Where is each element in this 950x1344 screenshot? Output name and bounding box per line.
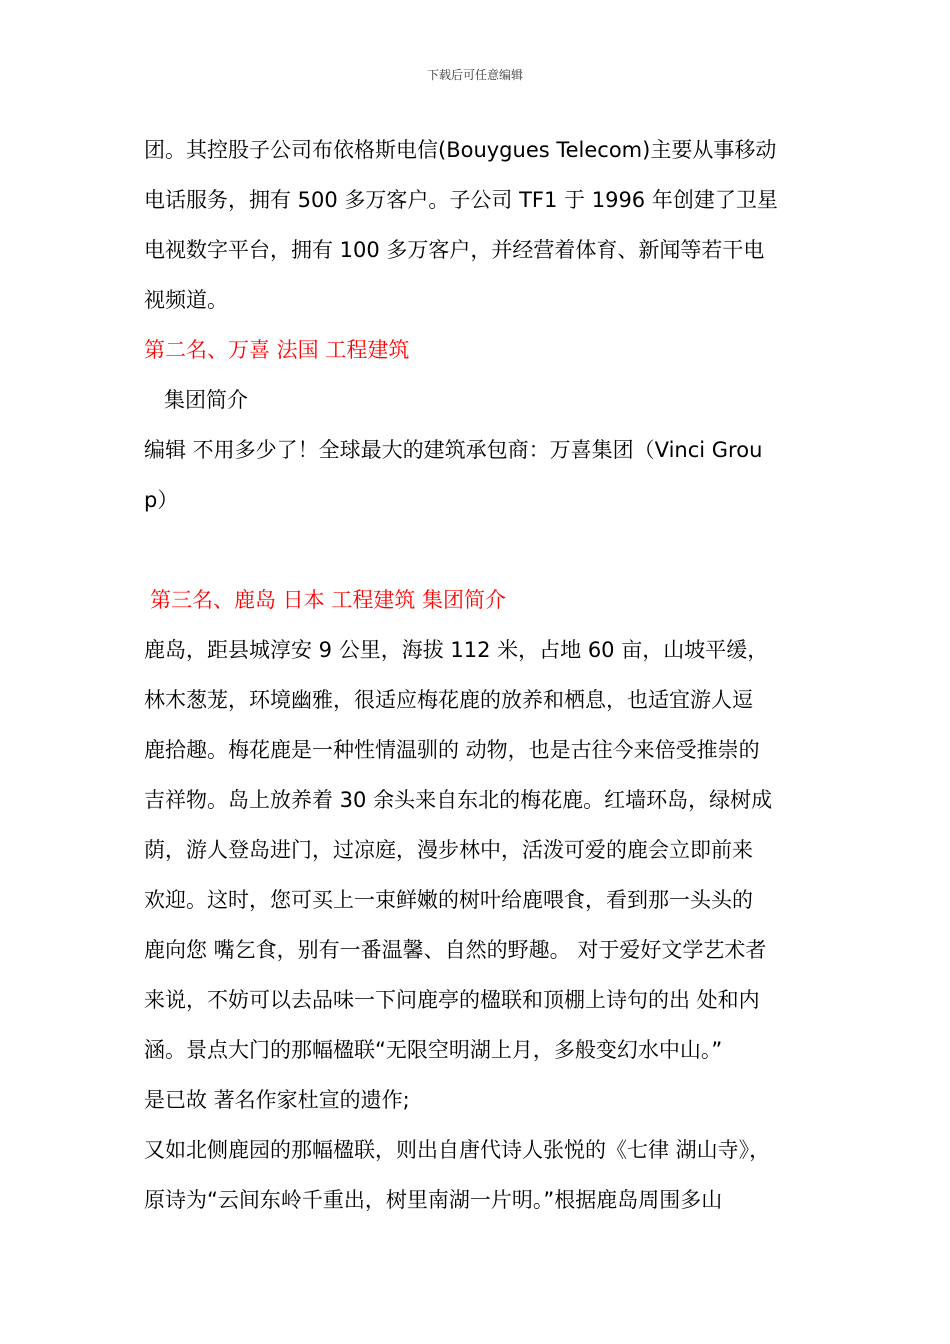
section-3 [144,575,816,1225]
section-2-subheading: 集团简介 [164,388,248,412]
section-3-heading: 第三名、鹿岛 日本 工程建筑 集团简介 [150,588,507,612]
intro-paragraph [144,125,816,325]
section-2 [144,325,816,525]
text-line: 吉祥物。岛上放养着 30 余头来自东北的梅花鹿。红墙环岛，绿树成 [144,788,773,812]
text-line: 鹿拾趣。梅花鹿是一种性情温驯的 动物，也是古往今来倍受推崇的 [144,738,760,762]
text-line: 鹿岛，距县城淳安 9 公里，海拔 112 米，占地 60 亩，山坡平缓， [144,638,769,662]
text-line: 林木葱茏，环境幽雅，很适应梅花鹿的放养和栖息，也适宜游人逗 [144,688,753,712]
text-line: 涵。景点大门的那幅楹联“无限空明湖上月，多般变幻水中山。” [144,1038,723,1062]
text-line: 团。其控股子公司布依格斯电信(Bouygues Telecom)主要从事移动 [144,138,777,162]
text-line: 来说，不妨可以去品味一下问鹿亭的楹联和顶棚上诗句的出 处和内 [144,988,760,1012]
section-2-heading: 第二名、万喜 法国 工程建筑 [144,338,410,362]
text-line: 视频道。 [144,288,228,312]
text-line: 欢迎。这时，您可买上一束鲜嫩的树叶给鹿喂食，看到那一头头的 [144,888,753,912]
text-line: 是已故 著名作家杜宣的遗作; [144,1088,410,1112]
text-line: 又如北侧鹿园的那幅楹联，则出自唐代诗人张悦的《七律 湖山寺》， [144,1138,771,1162]
text-line: 电视数字平台，拥有 100 多万客户，并经营着体育、新闻等若干电 [144,238,765,262]
text-line: 鹿向您 嘴乞食，别有一番温馨、自然的野趣。 对于爱好文学艺术者 [144,938,767,962]
text-line: 荫，游人登岛进门，过凉庭，漫步林中，活泼可爱的鹿会立即前来 [144,838,753,862]
page-header: 下载后可任意编辑 [426,68,523,82]
text-line: 电话服务，拥有 500 多万客户。子公司 TF1 于 1996 年创建了卫星 [144,188,778,212]
text-line: 原诗为“云间东岭千重出，树里南湖一片明。”根据鹿岛周围多山 [144,1188,723,1212]
text-line: p） [144,488,179,512]
text-line: 编辑 不用多少了！全球最大的建筑承包商：万喜集团（Vinci Grou [144,438,763,462]
